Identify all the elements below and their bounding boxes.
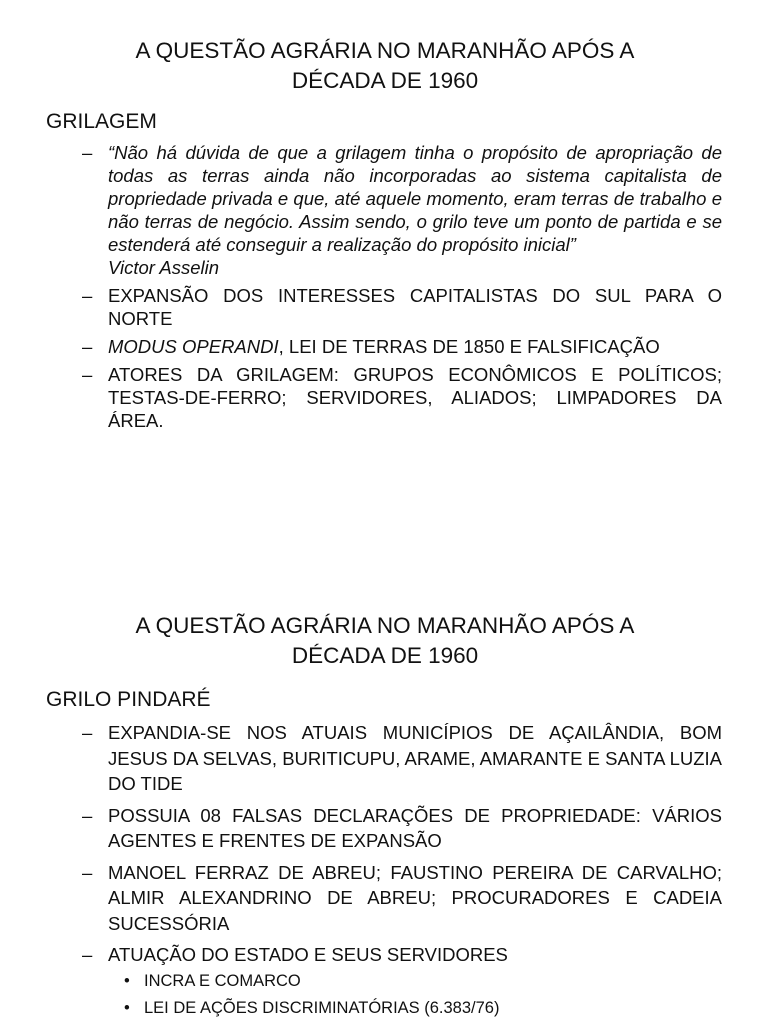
slide-grilo-pindare: [0, 575, 768, 1024]
bullet-item: [82, 803, 722, 854]
title-line-2: DÉCADA DE 1960: [291, 68, 479, 93]
sub-bullet-list: [108, 971, 722, 1018]
section-heading: GRILO PINDARÉ: [46, 688, 211, 711]
dash-marker: –: [82, 364, 93, 385]
dot-marker: •: [124, 971, 130, 990]
dot-marker: •: [124, 998, 130, 1017]
dash-marker: –: [82, 142, 93, 163]
quote-author: Victor Asselin: [108, 257, 220, 278]
bullet-italic-term: MODUS OPERANDI: [108, 336, 279, 357]
sub-bullet-item: [122, 998, 722, 1018]
bullet-text: EXPANDIA-SE NOS ATUAIS MUNICÍPIOS DE AÇAILÂNDIA, BOM JESUS DA SELVAS, BURITICUPU, ARAME, AMARANTE E SANTA LUZIA DO TIDE: [108, 722, 722, 794]
bullet-text: EXPANSÃO DOS INTERESSES CAPITALISTAS DO SUL PARA O NORTE: [108, 285, 722, 329]
sub-bullet-text: INCRA E COMARCO: [144, 971, 301, 990]
quote-text: “Não há dúvida de que a grilagem tinha o propósito de apropriação de todas as terras ainda não incorporadas ao sistema capitalista de propriedade privada e que, até aquele momento, eram terras de trabalho e não terras de negócio. Assim sendo, o grilo teve um ponto de partida e se estenderá até conseguir a realização do propósito inicial”: [108, 142, 722, 255]
dash-marker: –: [82, 336, 93, 357]
title-line-1: A QUESTÃO AGRÁRIA NO MARANHÃO APÓS A: [135, 38, 635, 63]
slide-title: [60, 36, 710, 96]
bullet-list: [82, 141, 722, 437]
bullet-text: , LEI DE TERRAS DE 1850 E FALSIFICAÇÃO: [278, 336, 660, 357]
slide-title: [60, 611, 710, 671]
dash-marker: –: [82, 944, 93, 965]
dash-marker: –: [82, 861, 93, 883]
bullet-text: MANOEL FERRAZ DE ABREU; FAUSTINO PEREIRA DE CARVALHO; ALMIR ALEXANDRINO DE ABREU; PROCURADORES E CADEIA SUCESSÓRIA: [108, 861, 722, 934]
bullet-text: ATORES DA GRILAGEM: GRUPOS ECONÔMICOS E POLÍTICOS; TESTAS-DE-FERRO; SERVIDORES, ALIADOS; LIMPADORES DA ÁREA.: [108, 364, 722, 431]
bullet-text: POSSUIA 08 FALSAS DECLARAÇÕES DE PROPRIEDADE: VÁRIOS AGENTES E FRENTES DE EXPANSÃO: [108, 804, 722, 851]
bullet-item: [82, 335, 722, 358]
sub-bullet-item: [122, 971, 722, 991]
title-line-1: A QUESTÃO AGRÁRIA NO MARANHÃO APÓS A: [135, 613, 635, 638]
bullet-item: [82, 720, 722, 797]
bullet-text: ATUAÇÃO DO ESTADO E SEUS SERVIDORES: [108, 944, 508, 965]
bullet-item: [82, 284, 722, 330]
bullet-item: [82, 942, 722, 1018]
bullet-quote: [82, 141, 722, 279]
bullet-item: [82, 363, 722, 432]
bullet-item: [82, 860, 722, 937]
dash-marker: –: [82, 804, 93, 826]
title-line-2: DÉCADA DE 1960: [291, 643, 479, 668]
bullet-list: [82, 720, 722, 1025]
sub-bullet-text: LEI DE AÇÕES DISCRIMINATÓRIAS (6.383/76): [144, 998, 500, 1017]
dash-marker: –: [82, 285, 93, 306]
section-heading: GRILAGEM: [46, 110, 157, 133]
dash-marker: –: [82, 722, 93, 743]
